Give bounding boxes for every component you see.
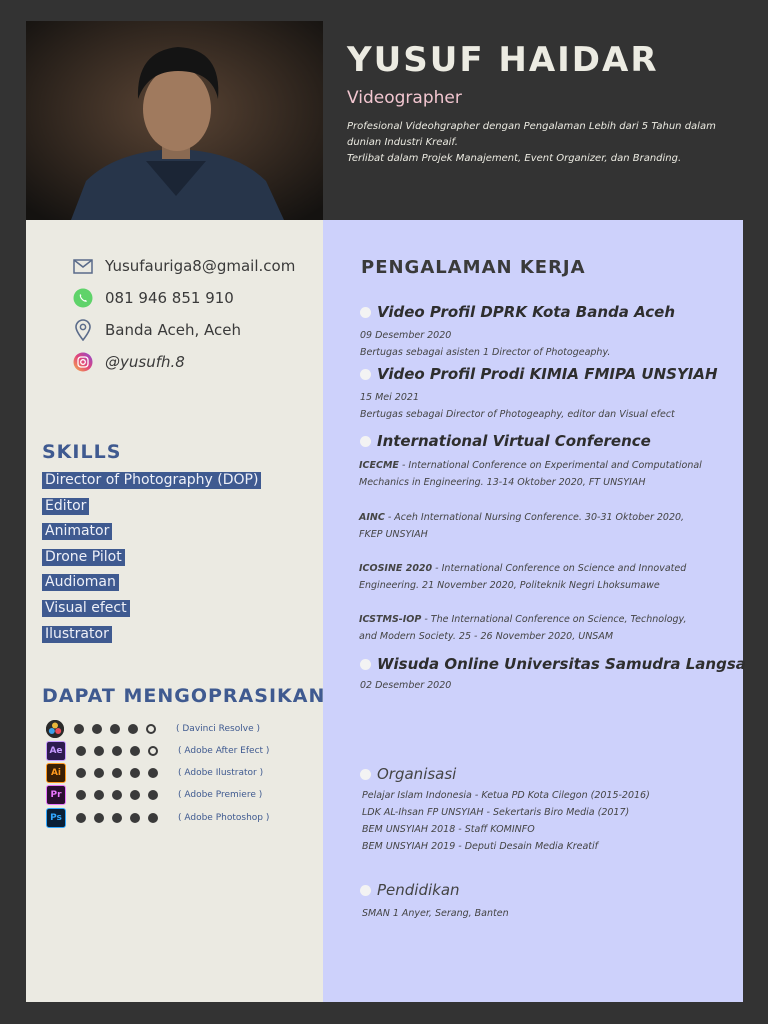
premiere-icon: Pr [46,785,66,805]
job-desc: Bertugas sebagai asisten 1 Director of Photogeaphy. [360,347,611,358]
skill-level [76,813,168,823]
job-title-text: Video Profil DPRK Kota Banda Aceh [377,303,676,321]
level-dot-filled [130,768,140,778]
software-label: ( Adobe After Efect ) [178,746,270,756]
bio-line: Terlibat dalam Projek Manajement, Event Organizer, dan Branding. [347,153,682,164]
conference-text: - International Conference on Science and Innovated [432,563,687,574]
level-dot-filled [74,724,84,734]
bio-line: dunian Industri Kreaif. [347,137,458,148]
job-title [360,365,718,383]
job-role: Videographer [347,88,462,108]
bio-line: Profesional Videohgrapher dengan Pengalaman Lebih dari 5 Tahun dalam [347,121,716,132]
job-title-text: International Virtual Conference [377,432,651,450]
software-row [46,763,263,783]
software-row [46,785,262,805]
skill-level [76,746,168,756]
whatsapp-icon [72,287,94,309]
skill-item: Visual efect [42,600,130,617]
davinci-resolve-icon [46,720,64,738]
level-dot-empty [146,724,156,734]
conference-text: Engineering. 21 November 2020, Politeknik Negri Lhoksumawe [359,580,660,591]
organisasi-item: BEM UNSYIAH 2019 - Deputi Desain Media Kreatif [362,841,599,852]
level-dot-filled [76,768,86,778]
bullet-icon [360,307,371,318]
skill-level [76,790,168,800]
level-dot-filled [94,790,104,800]
person-name: YUSUF HAIDAR [347,40,659,80]
conference-text: and Modern Society. 25 - 26 November 2020, UNSAM [359,631,614,642]
bullet-icon [360,769,371,780]
organisasi-heading [360,765,456,783]
level-dot-filled [76,790,86,800]
level-dot-filled [92,724,102,734]
pendidikan-title: Pendidikan [377,881,460,899]
job-title [360,432,651,450]
conference-code: ICECME [359,460,399,471]
software-label: ( Adobe Photoshop ) [178,813,270,823]
conference-item [359,509,729,543]
level-dot-filled [130,813,140,823]
software-row [46,719,260,739]
pendidikan-item: SMAN 1 Anyer, Serang, Banten [362,908,509,919]
skill-item: Drone Pilot [42,549,125,566]
contact-email[interactable] [72,254,295,278]
job-date: 15 Mei 2021 [360,392,419,403]
job-date: 09 Desember 2020 [360,330,452,341]
job-desc: Bertugas sebagai Director of Photogeaphy, editor dan Visual efect [360,409,675,420]
job-title-text: Video Profil Prodi KIMIA FMIPA UNSYIAH [377,365,718,383]
software-label: ( Adobe Ilustrator ) [178,768,264,778]
skill-item: Ilustrator [42,626,112,643]
contact-instagram[interactable] [72,350,185,374]
skill-item: Director of Photography (DOP) [42,472,261,489]
skill-level [74,724,166,734]
contact-location [72,318,241,342]
contact-phone[interactable] [72,286,234,310]
job-title-text: Wisuda Online Universitas Samudra Langsa [377,655,746,673]
level-dot-filled [94,768,104,778]
bullet-icon [360,885,371,896]
level-dot-filled [148,813,158,823]
job-title [360,655,746,673]
job-title [360,303,675,321]
level-dot-filled [76,813,86,823]
software-label: ( Adobe Premiere ) [178,790,263,800]
organisasi-title: Organisasi [377,765,457,783]
skill-item: Audioman [42,574,119,591]
software-label: ( Davinci Resolve ) [176,724,260,734]
level-dot-filled [130,790,140,800]
email-text: Yusufauriga8@gmail.com [105,257,296,275]
bullet-icon [360,436,371,447]
skill-item: Animator [42,523,112,540]
skills-heading: SKILLS [42,441,122,463]
level-dot-filled [130,746,140,756]
conference-item [359,560,729,594]
organisasi-item: LDK AL-Ihsan FP UNSYIAH - Sekertaris Biro Media (2017) [362,807,630,818]
software-row [46,741,269,761]
location-pin-icon [72,319,94,341]
phone-text: 081 946 851 910 [105,289,234,307]
skill-item: Editor [42,498,89,515]
conference-text: - International Conference on Experimental and Computational [398,460,702,471]
instagram-text: @yusufh.8 [105,353,185,371]
job-date: 02 Desember 2020 [360,680,452,691]
instagram-icon [72,351,94,373]
pendidikan-heading [360,881,460,899]
level-dot-filled [112,813,122,823]
level-dot-filled [94,746,104,756]
level-dot-empty [148,746,158,756]
conference-code: ICSTMS-IOP [359,614,422,625]
software-row [46,808,269,828]
conference-item [359,611,729,645]
organisasi-item: Pelajar Islam Indonesia - Ketua PD Kota Cilegon (2015-2016) [362,790,650,801]
level-dot-filled [94,813,104,823]
photoshop-icon: Ps [46,808,66,828]
level-dot-filled [148,790,158,800]
bio-text [347,119,737,167]
bullet-icon [360,659,371,670]
software-heading: DAPAT MENGOPRASIKAN [42,685,326,707]
bullet-icon [360,369,371,380]
conference-text: - Aceh International Nursing Conference. 30-31 Oktober 2020, [384,512,685,523]
level-dot-filled [112,746,122,756]
after-effects-icon: Ae [46,741,66,761]
level-dot-filled [148,768,158,778]
level-dot-filled [110,724,120,734]
profile-photo [26,21,323,220]
experience-heading: PENGALAMAN KERJA [361,257,586,278]
conference-text: Mechanics in Engineering. 13-14 Oktober 2020, FT UNSYIAH [359,477,646,488]
organisasi-item: BEM UNSYIAH 2018 - Staff KOMINFO [362,824,535,835]
conference-item [359,457,729,491]
conference-text: FKEP UNSYIAH [359,529,428,540]
illustrator-icon: Ai [46,763,66,783]
level-dot-filled [76,746,86,756]
conference-code: AINC [359,512,385,523]
mail-icon [72,255,94,277]
conference-code: ICOSINE 2020 [359,563,433,574]
conference-text: - The International Conference on Science, Technology, [421,614,687,625]
level-dot-filled [112,790,122,800]
skill-level [76,768,168,778]
level-dot-filled [112,768,122,778]
location-text: Banda Aceh, Aceh [105,321,241,339]
level-dot-filled [128,724,138,734]
